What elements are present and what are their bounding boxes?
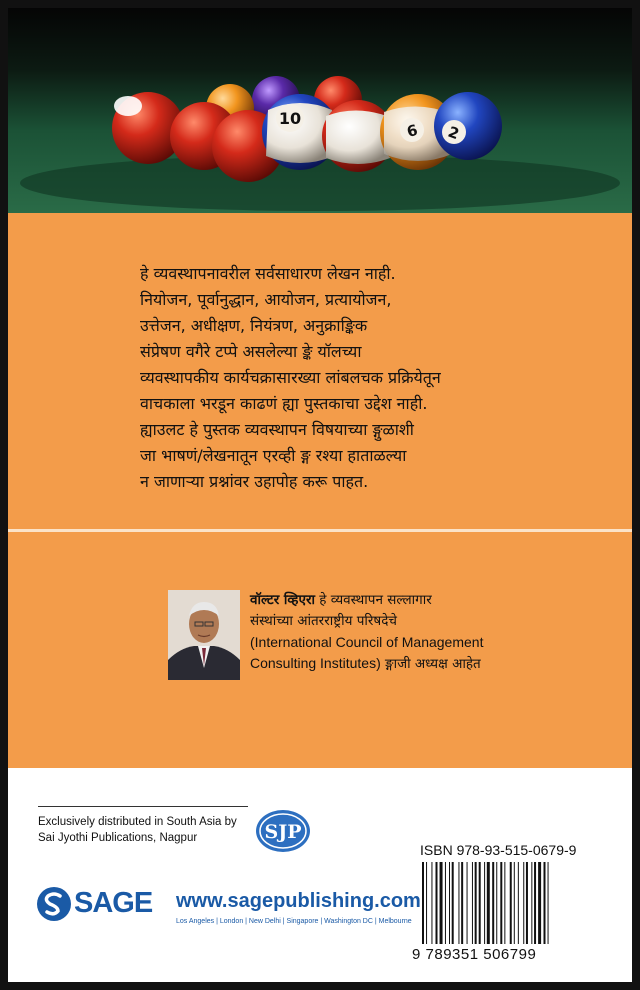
billiard-balls-photo — [8, 8, 632, 213]
author-bio — [250, 590, 590, 675]
author-bio-line: (International Council of Management — [250, 634, 484, 650]
ball-number-6: 6 — [404, 120, 420, 142]
distribution-note — [38, 814, 237, 846]
blurb-line: नियोजन, पूर्वानुद्धान, आयोजन, प्रत्यायोजन, — [140, 290, 392, 309]
sage-logo-icon — [36, 886, 72, 926]
author-bio-text: हे व्यवस्थापन सल्लागार — [314, 592, 432, 608]
isbn-label: ISBN 978-93-515-0679-9 — [420, 842, 577, 858]
publisher-footer — [8, 768, 632, 982]
publisher-cities: Los Angeles | London | New Delhi | Singapore | Washington DC | Melbourne — [176, 918, 412, 925]
blurb-line: व्यवस्थापकीय कार्यचक्रासारख्या लांबलचक प्रक्रियेतून — [140, 368, 441, 387]
author-bio-line: संस्थांच्या आंतरराष्ट्रीय परिषदेचे — [250, 613, 397, 629]
divider — [38, 806, 248, 807]
billiard-balls-illustration — [8, 8, 632, 213]
sjp-logo-text: SJP — [264, 821, 302, 843]
blurb-line: हे व्यवस्थापनावरील सर्वसाधारण लेखन नाही. — [140, 264, 396, 283]
blurb-line: उत्तेजन, अधीक्षण, नियंत्रण, अनुक्राङ्किक — [140, 316, 368, 335]
author-bio-line — [250, 590, 590, 611]
author-bio-line — [250, 653, 590, 675]
ball-number-10: 10 — [278, 109, 302, 128]
blurb-line: ह्याउलट हे पुस्तक व्यवस्थापन विषयाच्या ङ्गुळाशी — [140, 420, 414, 439]
blurb-line: संप्रेषण वगैरे टप्पे असलेल्या ङ्के यॉलच्या — [140, 342, 362, 361]
author-portrait — [168, 590, 240, 680]
sage-wordmark: SAGE — [74, 887, 153, 919]
blurb-line: वाचकाला भरडून काढणं ह्या पुस्तकाचा उद्देश नाही. — [140, 394, 428, 413]
blurb-line: जा भाषणं/लेखनातून एरव्ही ङ्ग रश्या हाताळल्या — [140, 446, 407, 465]
blurb-panel — [8, 213, 632, 529]
blurb-line: न जाणाऱ्या प्रश्नांवर उहापोह करू पाहत. — [140, 472, 369, 491]
publisher-url[interactable]: www.sagepublishing.com — [176, 890, 421, 912]
author-panel — [8, 532, 632, 768]
distribution-line: Sai Jyothi Publications, Nagpur — [38, 832, 198, 844]
ball-number-2: 2 — [445, 122, 462, 144]
blurb-text — [140, 261, 560, 495]
distribution-line: Exclusively distributed in South Asia by — [38, 816, 237, 828]
back-cover — [8, 8, 632, 982]
isbn-barcode — [420, 862, 588, 944]
sjp-logo — [254, 808, 312, 858]
author-bio-text: Consulting Institutes) — [250, 655, 381, 671]
author-bio-text: ङ्गाजी अध्यक्ष आहेत — [380, 656, 481, 672]
barcode-digits: 9 789351 506799 — [412, 946, 537, 963]
author-name: वॉल्टर व्हिएरा — [250, 592, 315, 608]
